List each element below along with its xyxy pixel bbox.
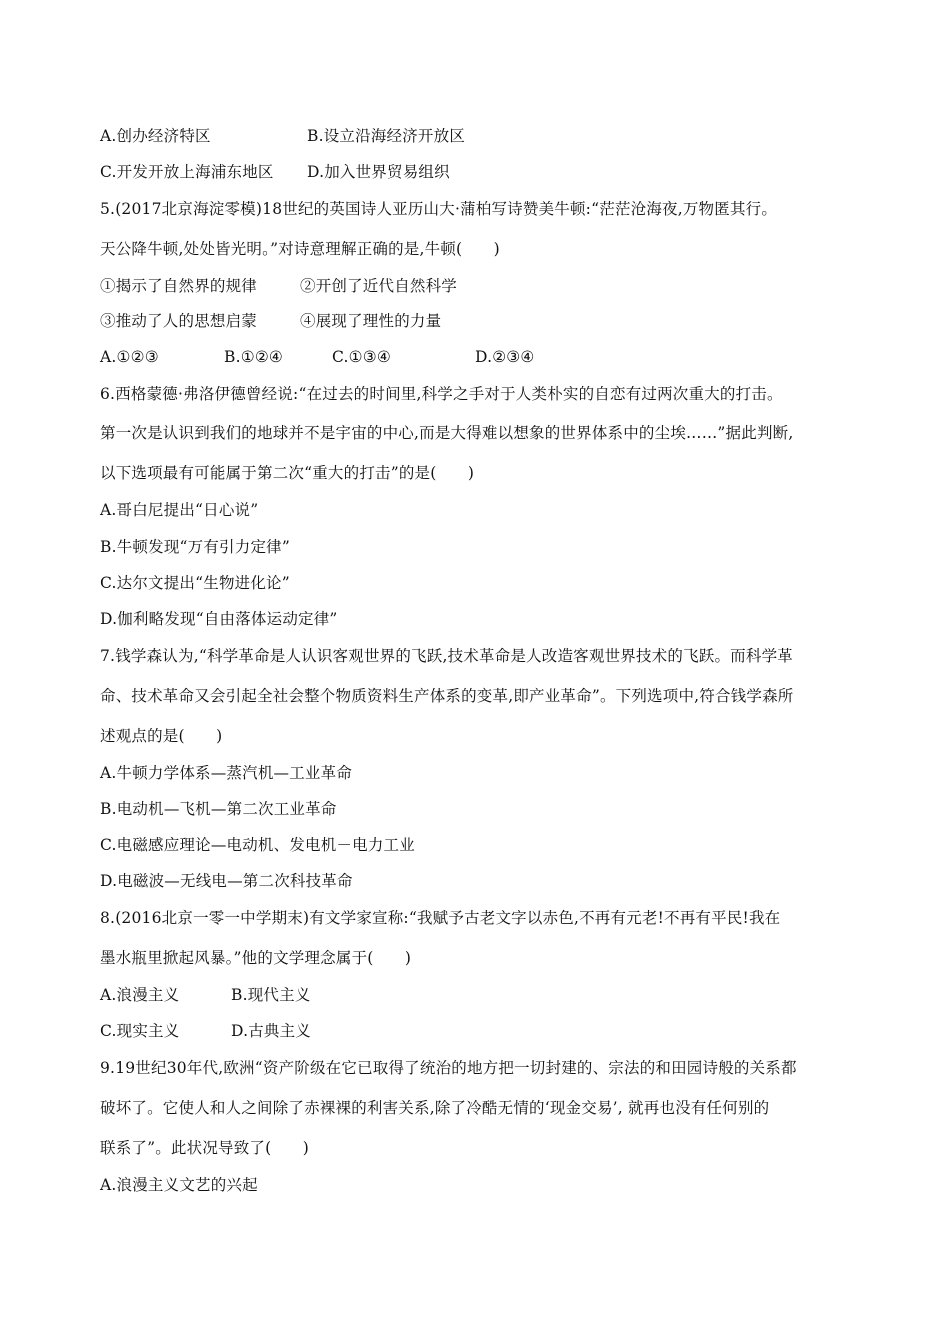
q6-option-d: D.伽利略发现“自由落体运动定律” bbox=[100, 610, 338, 628]
q8-option-c: C.现实主义 bbox=[100, 1022, 180, 1040]
q9-stem-line-3: 联系了”。此状况导致了( ) bbox=[100, 1139, 310, 1157]
q8-option-d: D.古典主义 bbox=[231, 1022, 312, 1040]
q4-option-c: C.开发开放上海浦东地区 bbox=[100, 163, 274, 181]
q5-option-c: C.①③④ bbox=[332, 348, 391, 366]
q6-stem-line-1: 6.西格蒙德·弗洛伊德曾经说:“在过去的时间里,科学之手对于人类朴实的自恋有过两次重大的打击。 bbox=[100, 385, 783, 403]
q4-option-a: A.创办经济特区 bbox=[100, 127, 211, 145]
q5-option-d: D.②③④ bbox=[475, 348, 535, 366]
q7-option-b: B.电动机—飞机—第二次工业革命 bbox=[100, 800, 337, 818]
q6-stem-line-3: 以下选项最有可能属于第二次“重大的打击”的是( ) bbox=[100, 464, 475, 482]
q7-option-d: D.电磁波—无线电—第二次科技革命 bbox=[100, 872, 353, 890]
q5-stem-line-2: 天公降牛顿,处处皆光明。”对诗意理解正确的是,牛顿( ) bbox=[100, 240, 500, 258]
q6-option-a: A.哥白尼提出“日心说” bbox=[100, 501, 259, 519]
q7-stem-line-3: 述观点的是( ) bbox=[100, 727, 223, 745]
q5-option-b: B.①②④ bbox=[224, 348, 284, 366]
q6-option-b: B.牛顿发现“万有引力定律” bbox=[100, 538, 290, 556]
q8-option-a: A.浪漫主义 bbox=[100, 986, 180, 1004]
q7-stem-line-1: 7.钱学森认为,“科学革命是人认识客观世界的飞跃,技术革命是人改造客观世界技术的飞跃。而科学革 bbox=[100, 647, 793, 665]
q4-option-b: B.设立沿海经济开放区 bbox=[307, 127, 466, 145]
q5-item-1: ①揭示了自然界的规律 bbox=[100, 277, 258, 295]
q8-stem-line-1: 8.(2016北京一零一中学期末)有文学家宣称:“我赋予古老文字以赤色,不再有元老!不再有平民!我在 bbox=[100, 909, 781, 927]
q5-item-2: ②开创了近代自然科学 bbox=[300, 277, 458, 295]
q9-option-a: A.浪漫主义文艺的兴起 bbox=[100, 1176, 258, 1194]
q6-stem-line-2: 第一次是认识到我们的地球并不是宇宙的中心,而是大得难以想象的世界体系中的尘埃……”据此判断, bbox=[100, 424, 794, 442]
q7-option-c: C.电磁感应理论—电动机、发电机－电力工业 bbox=[100, 836, 415, 854]
q9-stem-line-1: 9.19世纪30年代,欧洲“资产阶级在它已取得了统治的地方把一切封建的、宗法的和田园诗般的关系都 bbox=[100, 1059, 797, 1077]
q7-option-a: A.牛顿力学体系—蒸汽机—工业革命 bbox=[100, 764, 353, 782]
q7-stem-line-2: 命、技术革命又会引起全社会整个物质资料生产体系的变革,即产业革命”。下列选项中,符合钱学森所 bbox=[100, 687, 794, 705]
q5-item-4: ④展现了理性的力量 bbox=[300, 312, 442, 330]
q5-stem-line-1: 5.(2017北京海淀零模)18世纪的英国诗人亚历山大·蒲柏写诗赞美牛顿:“茫茫沧海夜,万物匿其行。 bbox=[100, 200, 778, 218]
q9-stem-line-2: 破坏了。它使人和人之间除了赤裸裸的利害关系,除了冷酷无情的‘现金交易’, 就再也没有任何别的 bbox=[100, 1099, 770, 1117]
q8-stem-line-2: 墨水瓶里掀起风暴。”他的文学理念属于( ) bbox=[100, 949, 412, 967]
q5-option-a: A.①②③ bbox=[100, 348, 159, 366]
q8-option-b: B.现代主义 bbox=[231, 986, 311, 1004]
q5-item-3: ③推动了人的思想启蒙 bbox=[100, 312, 258, 330]
q6-option-c: C.达尔文提出“生物进化论” bbox=[100, 574, 290, 592]
q4-option-d: D.加入世界贸易组织 bbox=[307, 163, 450, 181]
